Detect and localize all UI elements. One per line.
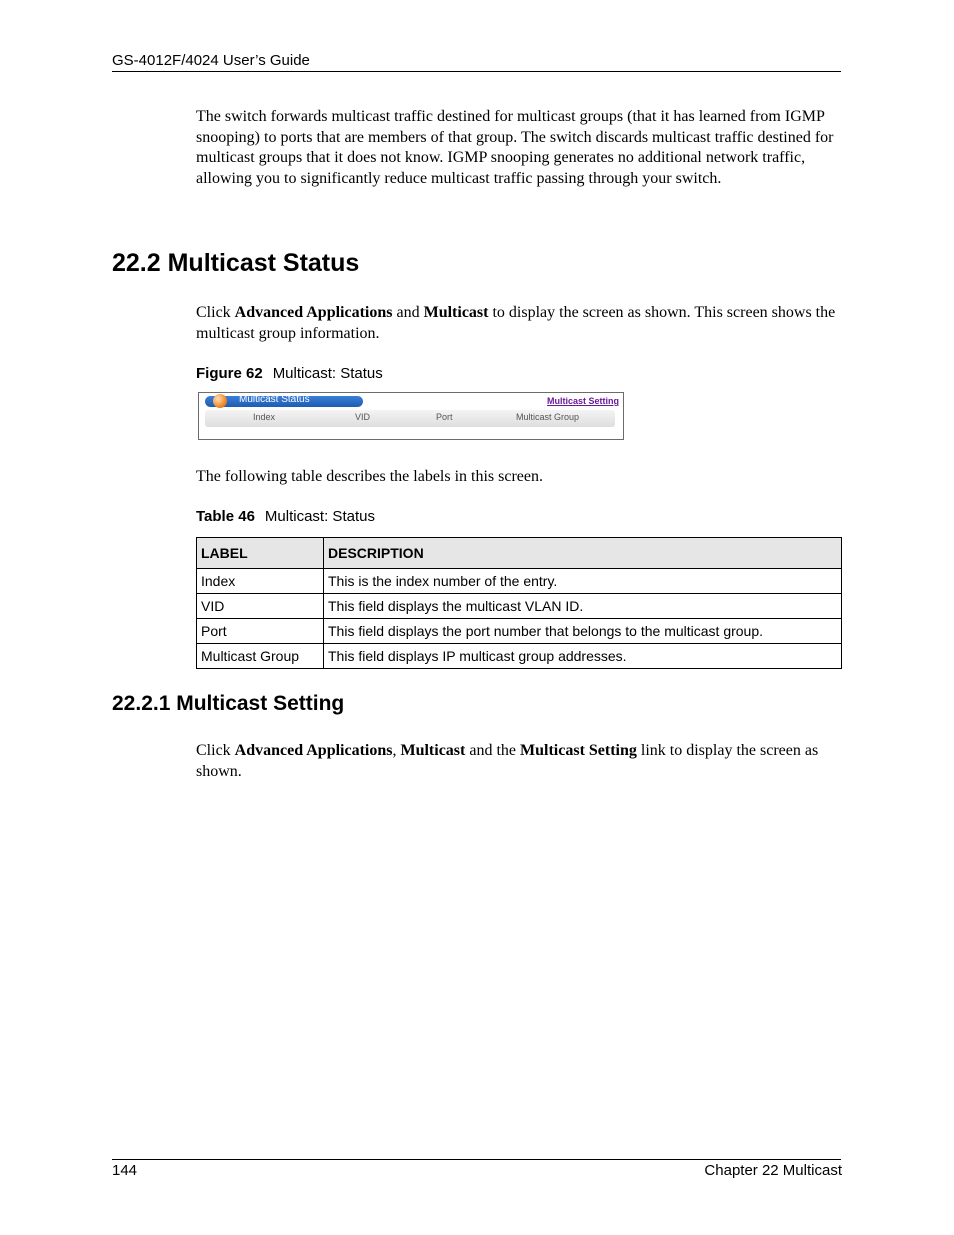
text-rest: link to display the screen as shown. — [196, 742, 819, 780]
subsection-heading: 22.2.1 Multicast Setting — [112, 692, 345, 715]
following-paragraph: The following table describes the labels in this screen. — [196, 468, 544, 485]
bold-advanced-applications: Advanced Applications — [234, 742, 393, 759]
bold-multicast: Multicast — [423, 304, 489, 321]
row-description: This field displays the port number that belongs to the multicast group. — [324, 619, 842, 644]
row-label: Multicast Group — [197, 644, 324, 669]
column-multicast-group: Multicast Group — [516, 412, 580, 422]
row-label: Port — [197, 619, 324, 644]
figure-label: Figure 62 — [196, 365, 263, 382]
text-click: Click — [196, 304, 235, 321]
bold-multicast: Multicast — [400, 742, 466, 759]
page-number: 144 — [112, 1162, 138, 1179]
column-vid: VID — [355, 412, 371, 422]
table-label: Table 46 — [196, 508, 255, 525]
table-row — [197, 569, 842, 594]
bold-advanced-applications: Advanced Applications — [234, 304, 393, 321]
header-description: DESCRIPTION — [324, 538, 842, 569]
intro-paragraph: The switch forwards multicast traffic destined for multicast groups (that it has learned from IGMP snooping) to ports that are members of that group. The switch discards multicast traffic destined for multicast groups that it does not know. IGMP snooping generates no additional network traffic, allowing you to significantly reduce multicast traffic passing through your switch. — [196, 108, 834, 187]
column-port: Port — [436, 412, 453, 422]
figure-caption-text: Multicast: Status — [272, 365, 383, 382]
text-comma: , — [392, 742, 401, 759]
text-rest: to display the screen as shown. This screen shows the multicast group information. — [196, 304, 836, 342]
table-row — [197, 594, 842, 619]
running-header: GS-4012F/4024 User’s Guide — [112, 52, 310, 69]
header-label: LABEL — [197, 538, 324, 569]
chapter-name: Chapter 22 Multicast — [704, 1162, 842, 1179]
table-row — [197, 619, 842, 644]
screen-title: Multicast Status — [239, 394, 310, 405]
text-and-the: and the — [465, 742, 521, 759]
multicast-status-screenshot — [198, 392, 624, 440]
text-and: and — [392, 304, 424, 321]
row-label: Index — [197, 569, 324, 594]
figure-caption — [196, 365, 383, 382]
multicast-setting-link[interactable]: Multicast Setting — [546, 396, 619, 406]
text-click: Click — [196, 742, 235, 759]
row-label: VID — [197, 594, 324, 619]
table-caption-text: Multicast: Status — [264, 508, 375, 525]
description-table — [196, 537, 842, 669]
subsection-paragraph — [196, 741, 844, 782]
row-description: This is the index number of the entry. — [324, 569, 842, 594]
column-index: Index — [253, 412, 276, 422]
bold-multicast-setting: Multicast Setting — [520, 742, 637, 759]
row-description: This field displays the multicast VLAN ID. — [324, 594, 842, 619]
table-caption — [196, 508, 375, 525]
header-rule — [112, 71, 841, 72]
row-description: This field displays IP multicast group addresses. — [324, 644, 842, 669]
table-row — [197, 644, 842, 669]
footer-rule — [112, 1159, 841, 1160]
section-paragraph — [196, 303, 844, 344]
orb-icon — [213, 394, 227, 408]
section-heading: 22.2 Multicast Status — [112, 249, 360, 277]
table-header — [197, 538, 842, 569]
